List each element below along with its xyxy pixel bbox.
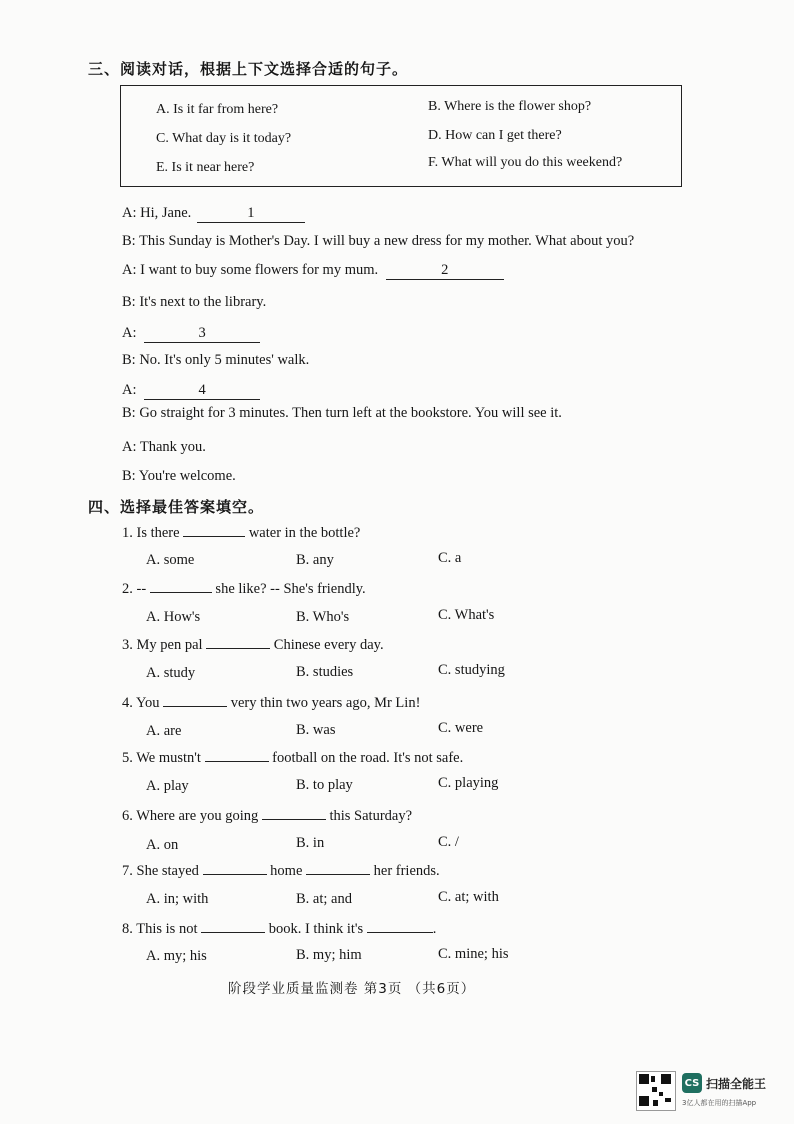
dialogue-line-6: B: No. It's only 5 minutes' walk. [122, 352, 310, 368]
dialogue-text: A: Hi, Jane. [122, 205, 192, 221]
option-a: A. Is it far from here? [156, 102, 279, 117]
question-2 [122, 580, 366, 598]
answer-blank[interactable] [205, 749, 269, 762]
dialogue-line-10: B: You're welcome. [122, 468, 236, 484]
q5-option-c[interactable]: C. playing [438, 775, 499, 791]
question-text: book. I think it's [268, 921, 364, 937]
q5-option-b[interactable]: B. to play [296, 777, 353, 793]
dialogue-text: A: [122, 325, 137, 341]
dialogue-line-2: B: This Sunday is Mother's Day. I will buy a new dress for my mother. What about you? [122, 233, 635, 249]
page-footer: 阶段学业质量监测卷 第3页 （共6页） [228, 981, 476, 997]
question-text: 8. This is not [122, 921, 198, 937]
dialogue-line-5 [122, 325, 260, 343]
q4-option-c[interactable]: C. were [438, 720, 484, 736]
q7-option-c[interactable]: C. at; with [438, 889, 499, 905]
question-text: Chinese every day. [273, 637, 384, 653]
question-6 [122, 807, 412, 825]
answer-blank[interactable] [201, 920, 265, 933]
q5-option-a[interactable]: A. play [146, 778, 189, 794]
question-text: water in the bottle? [248, 525, 361, 541]
q3-option-a[interactable]: A. study [146, 665, 196, 681]
qr-code-icon [636, 1071, 676, 1111]
q7-option-a[interactable]: A. in; with [146, 891, 209, 907]
answer-blank-1[interactable]: 1 [197, 205, 305, 223]
q2-option-a[interactable]: A. How's [146, 609, 201, 625]
q8-option-c[interactable]: C. mine; his [438, 946, 509, 962]
question-text: home [270, 863, 303, 879]
answer-blank-3[interactable]: 3 [144, 325, 260, 343]
q6-option-a[interactable]: A. on [146, 837, 179, 853]
question-text: 2. -- [122, 581, 147, 597]
q1-option-c[interactable]: C. a [438, 550, 462, 566]
section-4-heading: 四、选择最佳答案填空。 [88, 498, 265, 516]
dialogue-text: A: I want to buy some flowers for my mum. [122, 262, 379, 278]
dialogue-line-7 [122, 382, 260, 400]
question-1 [122, 524, 360, 542]
question-text: 7. She stayed [122, 863, 199, 879]
dialogue-line-3 [122, 262, 504, 280]
q3-option-b[interactable]: B. studies [296, 664, 354, 680]
q2-option-c[interactable]: C. What's [438, 607, 495, 623]
camscanner-logo: CS [682, 1073, 702, 1093]
q2-option-b[interactable]: B. Who's [296, 609, 350, 625]
q8-option-b[interactable]: B. my; him [296, 947, 362, 963]
question-text: . [432, 921, 437, 937]
question-text: 6. Where are you going [122, 808, 259, 824]
q6-option-c[interactable]: C. / [438, 834, 459, 850]
question-text: 1. Is there [122, 525, 180, 541]
scanner-tagline: 3亿人都在用的扫描App [682, 1099, 757, 1107]
question-text: football on the road. It's not safe. [272, 750, 464, 766]
question-5 [122, 749, 463, 767]
question-text: she like? -- She's friendly. [215, 581, 366, 597]
question-text: very thin two years ago, Mr Lin! [230, 695, 421, 711]
answer-blank[interactable] [262, 807, 326, 820]
option-c: C. What day is it today? [156, 131, 292, 146]
question-text: her friends. [373, 863, 440, 879]
q1-option-a[interactable]: A. some [146, 552, 195, 568]
option-b: B. Where is the flower shop? [428, 99, 592, 114]
question-4 [122, 694, 420, 712]
question-8 [122, 920, 436, 938]
q7-option-b[interactable]: B. at; and [296, 891, 352, 907]
question-text: this Saturday? [329, 808, 413, 824]
scanner-app-name: 扫描全能王 [706, 1077, 767, 1091]
q4-option-b[interactable]: B. was [296, 722, 336, 738]
dialogue-text: A: [122, 382, 137, 398]
answer-blank[interactable] [367, 920, 433, 933]
answer-blank-4[interactable]: 4 [144, 382, 260, 400]
q6-option-b[interactable]: B. in [296, 835, 325, 851]
dialogue-line-8: B: Go straight for 3 minutes. Then turn left at the bookstore. You will see it. [122, 405, 562, 421]
answer-blank-2[interactable]: 2 [386, 262, 504, 280]
answer-blank[interactable] [150, 580, 212, 593]
q1-option-b[interactable]: B. any [296, 552, 334, 568]
option-f: F. What will you do this weekend? [428, 155, 623, 170]
q4-option-a[interactable]: A. are [146, 723, 182, 739]
question-text: 3. My pen pal [122, 637, 203, 653]
option-d: D. How can I get there? [428, 128, 562, 143]
answer-blank[interactable] [183, 524, 245, 537]
dialogue-line-9: A: Thank you. [122, 439, 206, 455]
dialogue-line-1 [122, 205, 305, 223]
q8-option-a[interactable]: A. my; his [146, 948, 207, 964]
answer-blank[interactable] [206, 636, 270, 649]
dialogue-line-4: B: It's next to the library. [122, 294, 267, 310]
answer-blank[interactable] [163, 694, 227, 707]
q3-option-c[interactable]: C. studying [438, 662, 505, 678]
option-e: E. Is it near here? [156, 160, 255, 175]
question-7 [122, 862, 440, 880]
answer-blank[interactable] [306, 862, 370, 875]
answer-blank[interactable] [203, 862, 267, 875]
section-3-heading: 三、阅读对话，根据上下文选择合适的句子。 [88, 60, 409, 78]
question-text: 5. We mustn't [122, 750, 201, 766]
question-3 [122, 636, 384, 654]
question-text: 4. You [122, 695, 160, 711]
